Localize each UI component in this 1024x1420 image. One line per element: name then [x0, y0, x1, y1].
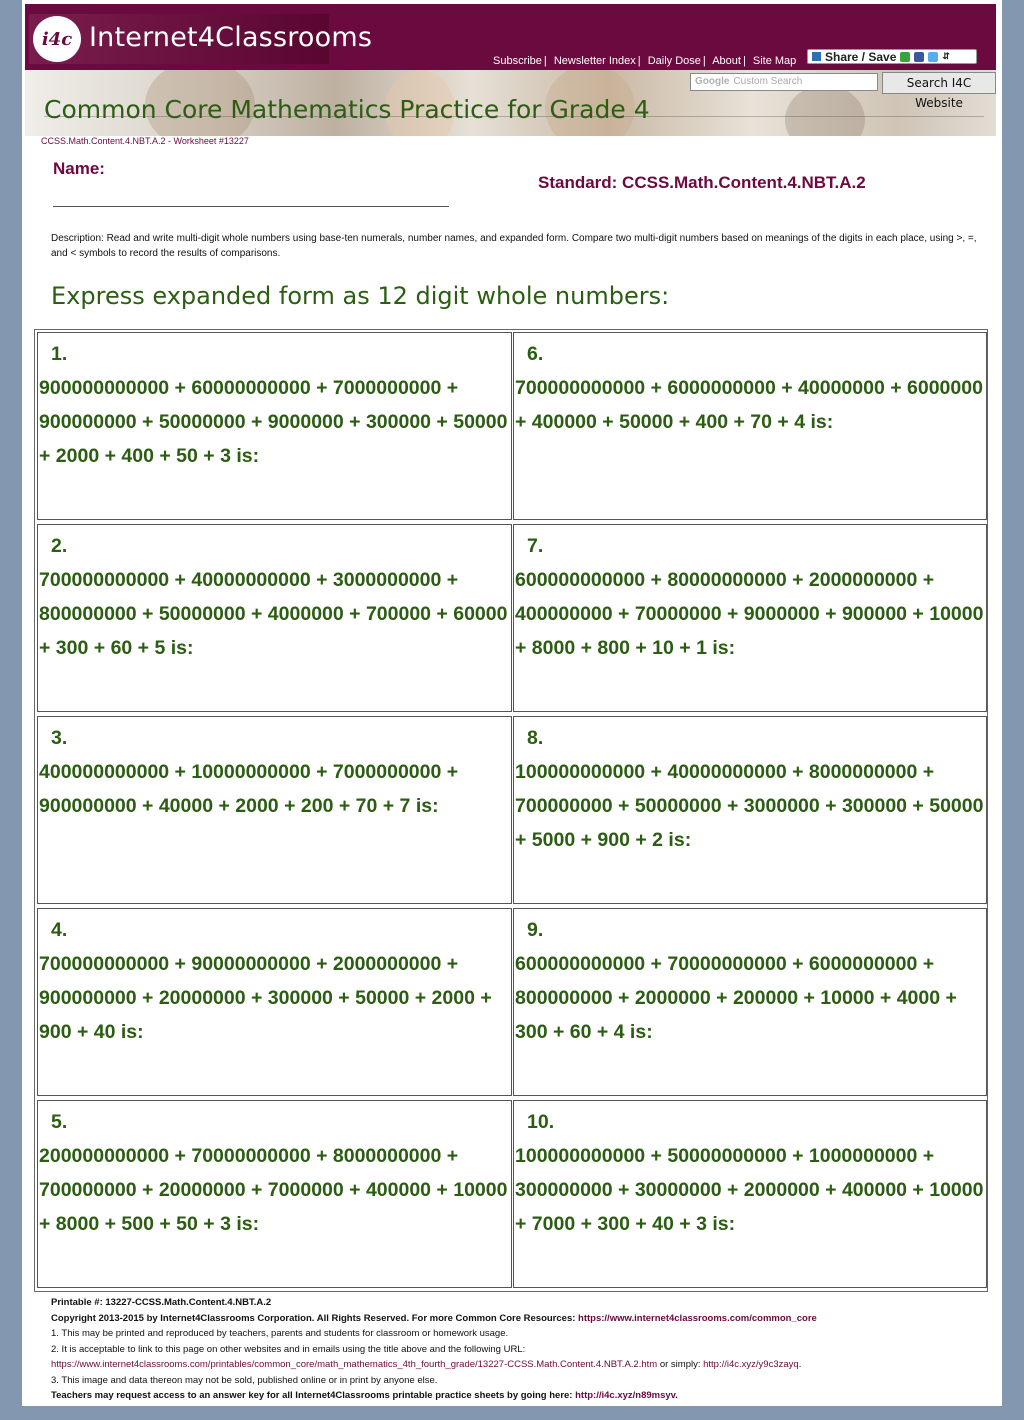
problem-text: 600000000000 + 70000000000 + 6000000000 + 800000000 + 2000000 + 200000 + 10000 + 4000 + 300 + 60 + 4 is: [515, 953, 957, 1043]
problem-number: 10. [527, 1111, 555, 1133]
problem-number: 6. [527, 343, 544, 365]
name-label: Name: [53, 159, 105, 178]
problem-cell [513, 908, 987, 1096]
problem-number: 8. [527, 727, 544, 749]
name-line [53, 206, 449, 207]
problem-number: 4. [51, 919, 68, 941]
printable-number: Printable #: 13227-CCSS.Math.Content.4.NBT.A.2 [51, 1297, 272, 1308]
share-label: Share / Save [825, 49, 897, 64]
footer [51, 1295, 991, 1404]
problem-text: 600000000000 + 80000000000 + 2000000000 + 400000000 + 70000000 + 9000000 + 900000 + 10000 + 8000 + 800 + 10 + 1 is: [515, 569, 984, 659]
problem-text: 100000000000 + 40000000000 + 8000000000 + 700000000 + 50000000 + 3000000 + 300000 + 50000 + 5000 + 900 + 2 is: [515, 761, 984, 851]
facebook-icon [914, 52, 924, 62]
problem-text: 900000000000 + 60000000000 + 7000000000 + 900000000 + 50000000 + 9000000 + 300000 + 50000 + 2000 + 400 + 50 + 3 is: [39, 377, 508, 467]
nav-site-map[interactable]: Site Map [752, 55, 797, 67]
url-period: . [798, 1359, 802, 1370]
problem-cell [37, 716, 512, 904]
worksheet-url-line [51, 1357, 991, 1373]
problem-grid [34, 329, 988, 1292]
page-banner [25, 70, 996, 136]
standard-label: Standard: CCSS.Math.Content.4.NBT.A.2 [538, 173, 866, 192]
share-plus-icon [812, 52, 821, 61]
title-divider [44, 116, 984, 117]
logo-text: Internet4Classrooms [89, 22, 373, 53]
search-button[interactable]: Search I4C Website [882, 72, 996, 94]
copyright [51, 1311, 991, 1327]
nav-daily-dose[interactable]: Daily Dose [647, 55, 701, 67]
site-logo[interactable] [29, 14, 373, 64]
problem-text: 700000000000 + 90000000000 + 2000000000 + 900000000 + 20000000 + 300000 + 50000 + 2000 + 900 + 40 is: [39, 953, 492, 1043]
twitter-icon [928, 52, 938, 62]
custom-search-input[interactable] [690, 73, 878, 91]
answer-key-text: Teachers may request access to an answer key for all Internet4Classrooms printable practice sheets by going here: [51, 1390, 573, 1401]
copyright-text: Copyright 2013-2015 by Internet4Classrooms Corporation. All Rights Reserved. For more Common Core Resources: [51, 1312, 576, 1324]
problem-cell [37, 332, 512, 520]
answer-key-note [51, 1388, 991, 1404]
nav-about[interactable]: About [712, 55, 741, 67]
problem-text: 200000000000 + 70000000000 + 8000000000 + 700000000 + 20000000 + 7000000 + 400000 + 10000 + 8000 + 500 + 50 + 3 is: [39, 1145, 508, 1235]
chevron-updown-icon: ⇵ [942, 51, 950, 61]
problem-text: 700000000000 + 40000000000 + 3000000000 + 800000000 + 50000000 + 4000000 + 700000 + 60000 + 300 + 60 + 5 is: [39, 569, 508, 659]
logo-mark: i4c [33, 16, 81, 62]
breadcrumb: CCSS.Math.Content.4.NBT.A.2 - Worksheet #13227 [41, 136, 249, 146]
url-or-text: or simply: [657, 1359, 704, 1370]
problem-cell [37, 524, 512, 712]
problem-number: 5. [51, 1111, 68, 1133]
problem-text: 100000000000 + 50000000000 + 1000000000 + 300000000 + 30000000 + 2000000 + 400000 + 10000 + 7000 + 300 + 40 + 3 is: [515, 1145, 984, 1235]
nav-newsletter-index[interactable]: Newsletter Index [553, 55, 636, 67]
top-nav: Subscribe | Newsletter Index | Daily Dose | About | Site Map [493, 55, 797, 67]
problem-cell [513, 524, 987, 712]
answer-key-link[interactable]: http://i4c.xyz/n89msyv [575, 1390, 676, 1401]
problem-cell [513, 332, 987, 520]
problem-cell [513, 1100, 987, 1288]
site-header [25, 4, 996, 70]
problem-number: 3. [51, 727, 68, 749]
share-email-icon [900, 52, 910, 62]
usage-note-3: 3. This image and data thereon may not be sold, published online or in print by anyone else. [51, 1374, 438, 1386]
search-placeholder: Custom Search [733, 76, 803, 87]
problem-text: 700000000000 + 6000000000 + 40000000 + 6000000 + 400000 + 50000 + 400 + 70 + 4 is: [515, 377, 983, 433]
problem-cell [37, 908, 512, 1096]
common-core-link[interactable]: https://www.internet4classrooms.com/common_core [578, 1312, 817, 1324]
worksheet-page [22, 0, 1002, 1406]
nav-subscribe[interactable]: Subscribe [493, 55, 542, 67]
page-title: Common Core Mathematics Practice for Grade 4 [44, 95, 650, 124]
problem-number: 7. [527, 535, 544, 557]
problem-cell [37, 1100, 512, 1288]
problem-cell [513, 716, 987, 904]
answer-key-period: . [675, 1390, 678, 1401]
problem-text: 400000000000 + 10000000000 + 7000000000 + 900000000 + 40000 + 2000 + 200 + 70 + 7 is: [39, 761, 459, 817]
worksheet-url-link[interactable]: https://www.internet4classrooms.com/printables/common_core/math_mathematics_4th_fourth_grade/13227-CCSS.Math.Content.4.NBT.A.2.htm [51, 1359, 658, 1370]
description: Description: Read and write multi-digit whole numbers using base-ten numerals, number names, and expanded form. Compare two multi-digit numbers based on meanings of the digits in each place, using >, =, and < symbols to record the results of comparisons. [51, 233, 977, 259]
usage-note-1: 1. This may be printed and reproduced by teachers, parents and students for classroom or homework usage. [51, 1328, 509, 1339]
problem-number: 1. [51, 343, 68, 365]
banner-photo-shape [785, 85, 865, 136]
usage-note-2: 2. It is acceptable to link to this page on other websites and in emails using the title above and the following URL: [51, 1343, 526, 1355]
google-mark: Google [695, 76, 730, 87]
problem-number: 2. [51, 535, 68, 557]
instruction: Express expanded form as 12 digit whole numbers: [51, 282, 670, 310]
short-url-link[interactable]: http://i4c.xyz/y9c3zayq [703, 1359, 799, 1370]
share-save-button[interactable] [807, 49, 977, 64]
problem-number: 9. [527, 919, 544, 941]
